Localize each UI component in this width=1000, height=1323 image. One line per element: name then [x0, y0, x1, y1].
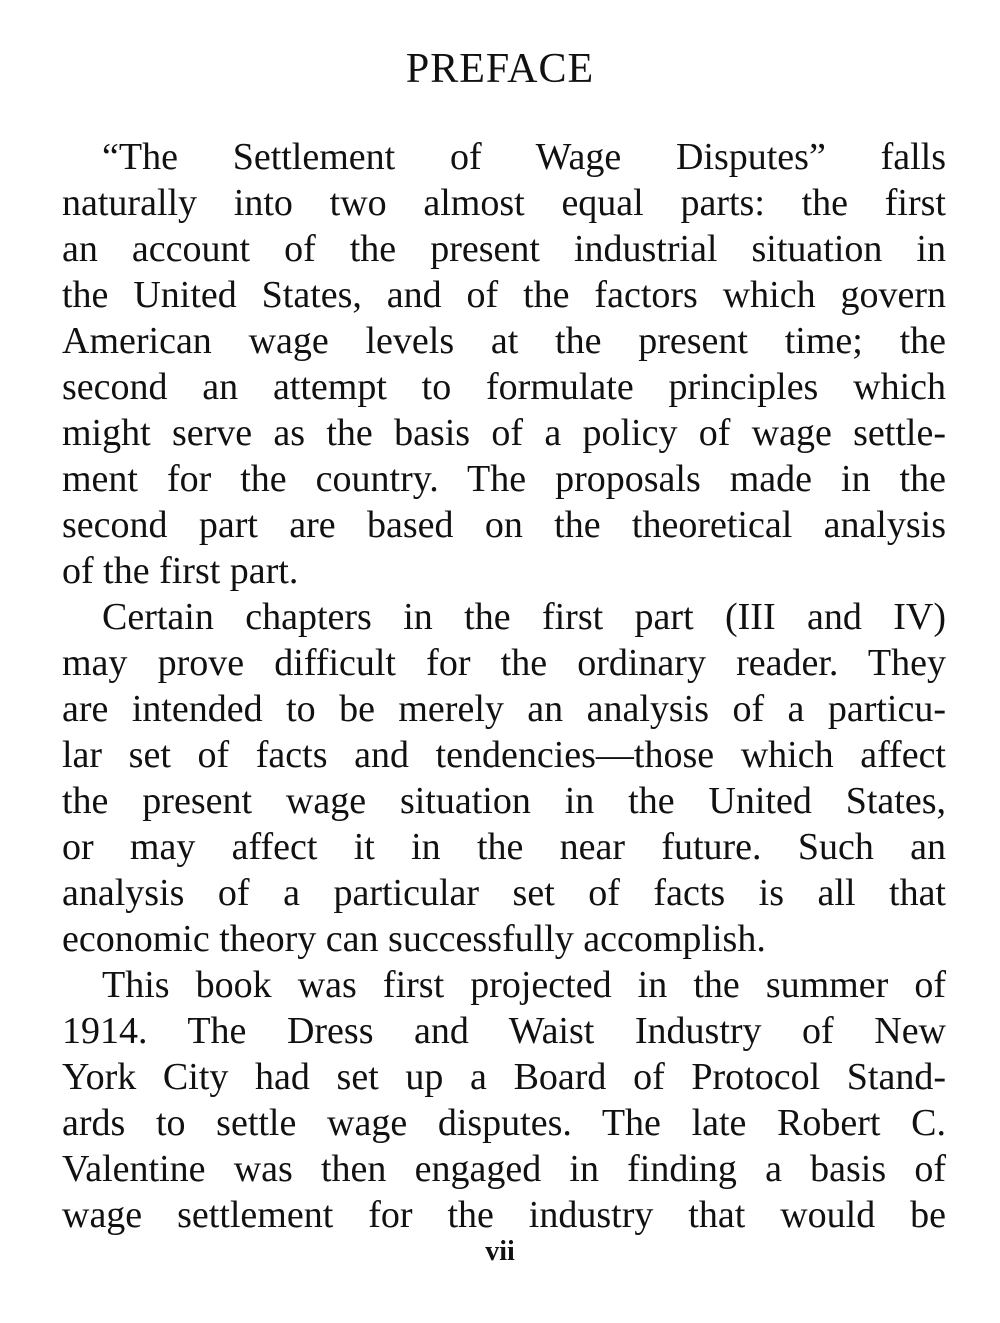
- text-line: Certain chapters in the first part (III and IV): [102, 596, 946, 638]
- text-line: naturally into two almost equal parts: the first: [62, 182, 946, 224]
- text-line: lar set of facts and tendencies—those which affect: [62, 734, 946, 776]
- text-line: York City had set up a Board of Protocol Stand-: [62, 1056, 946, 1098]
- page-number: vii: [485, 1236, 515, 1267]
- text-line: second an attempt to formulate principles which: [62, 366, 946, 408]
- text-line: analysis of a particular set of facts is all that: [62, 872, 946, 914]
- text-line: might serve as the basis of a policy of wage settle-: [62, 412, 946, 454]
- paragraph-3: [62, 962, 946, 1238]
- text-line: 1914. The Dress and Waist Industry of New: [62, 1010, 946, 1052]
- text-line: ards to settle wage disputes. The late Robert C.: [62, 1102, 946, 1144]
- text-line: an account of the present industrial situation in: [62, 228, 946, 270]
- text-line: Valentine was then engaged in finding a basis of: [62, 1148, 946, 1190]
- body-text: [62, 134, 946, 1238]
- text-line: of the first part.: [62, 550, 299, 592]
- paragraph-2: [62, 594, 946, 962]
- text-line: are intended to be merely an analysis of a particu-: [62, 688, 946, 730]
- text-line: This book was first projected in the summer of: [102, 964, 946, 1006]
- text-line: second part are based on the theoretical analysis: [62, 504, 946, 546]
- text-line: economic theory can successfully accomplish.: [62, 918, 766, 960]
- text-line: the present wage situation in the United States,: [62, 780, 946, 822]
- text-line: “The Settlement of Wage Disputes” falls: [102, 136, 946, 178]
- text-line: American wage levels at the present time; the: [62, 320, 946, 362]
- text-line: the United States, and of the factors which govern: [62, 274, 946, 316]
- text-line: ment for the country. The proposals made in the: [62, 458, 946, 500]
- text-line: may prove difficult for the ordinary reader. They: [62, 642, 946, 684]
- paragraph-1: [62, 134, 946, 594]
- page-title: PREFACE: [405, 46, 595, 92]
- text-line: wage settlement for the industry that would be: [62, 1194, 946, 1236]
- text-line: or may affect it in the near future. Such an: [62, 826, 946, 868]
